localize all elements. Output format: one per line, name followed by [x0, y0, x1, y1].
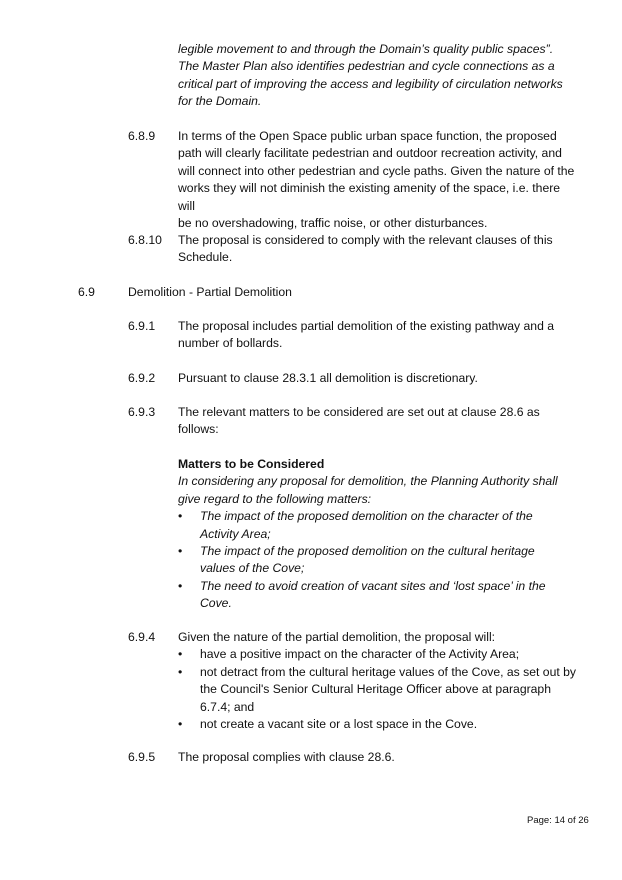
matters-heading: Matters to be Considered — [178, 457, 325, 471]
paragraph-number: 6.9.3 — [128, 405, 156, 419]
text-line: The impact of the proposed demolition on the character of the — [200, 509, 533, 524]
paragraph-body — [178, 370, 578, 387]
section-title: Demolition - Partial Demolition — [128, 285, 292, 299]
text-line: Activity Area; — [200, 526, 271, 541]
intro-continuation — [178, 41, 578, 111]
text-line: path will clearly facilitate pedestrian and outdoor recreation activity, and — [178, 146, 562, 161]
text-line: values of the Cove; — [200, 561, 305, 576]
text-line: The proposal includes partial demolition of the existing pathway and a — [178, 319, 555, 333]
text-line: In considering any proposal for demolition, the Planning Authority shall — [178, 474, 558, 489]
outcome-list — [178, 646, 578, 733]
bullet-icon: • — [178, 544, 183, 559]
paragraph-number: 6.9.1 — [128, 319, 156, 333]
text-line: not detract from the cultural heritage values of the Cove, as set out by — [200, 664, 576, 679]
text-line: critical part of improving the access and legibility of circulation networks — [178, 76, 563, 91]
list-item — [178, 716, 578, 733]
text-line: The proposal is considered to comply with the relevant clauses of this — [178, 233, 553, 247]
text-line: Cove. — [200, 596, 232, 611]
matters-list — [178, 508, 578, 612]
list-item — [178, 664, 578, 716]
paragraph-body — [178, 318, 578, 353]
text-line: Given the nature of the partial demolition, the proposal will: — [178, 630, 496, 644]
bullet-icon: • — [178, 717, 183, 732]
paragraph-number: 6.9.2 — [128, 371, 156, 385]
list-item — [178, 543, 578, 578]
text-line: The relevant matters to be considered are set out at clause 28.6 as — [178, 405, 540, 419]
paragraph-number: 6.9.4 — [128, 630, 156, 644]
text-line: have a positive impact on the character of the Activity Area; — [200, 647, 520, 662]
paragraph-number: 6.8.10 — [128, 233, 162, 247]
page-number: Page: 14 of 26 — [527, 815, 589, 826]
text-line: the Council's Senior Cultural Heritage Officer above at paragraph — [200, 682, 551, 697]
paragraph-number: 6.8.9 — [128, 129, 156, 143]
text-line: be no overshadowing, traffic noise, or other disturbances. — [178, 216, 488, 231]
text-line: Schedule. — [178, 250, 233, 265]
bullet-icon: • — [178, 664, 183, 679]
paragraph-body — [178, 128, 578, 232]
text-line: 6.7.4; and — [200, 699, 255, 714]
paragraph-body — [178, 232, 578, 267]
text-line: The Master Plan also identifies pedestrian and cycle connections as a — [178, 59, 555, 74]
matters-intro — [178, 473, 578, 508]
paragraph-body — [178, 629, 578, 733]
text-line: not create a vacant site or a lost space in the Cove. — [200, 717, 478, 732]
text-line: number of bollards. — [178, 336, 283, 351]
bullet-icon: • — [178, 647, 183, 662]
text-line: will connect into other pedestrian and cycle paths. Given the nature of the — [178, 163, 575, 178]
list-item — [178, 646, 578, 663]
text-line: Pursuant to clause 28.3.1 all demolition is discretionary. — [178, 371, 478, 385]
text-line: give regard to the following matters: — [178, 491, 372, 506]
section-number: 6.9 — [78, 285, 95, 299]
text-line: works they will not diminish the existing amenity of the space, i.e. there will — [178, 181, 561, 213]
bullet-icon: • — [178, 509, 183, 524]
list-item — [178, 578, 578, 613]
paragraph-number: 6.9.5 — [128, 750, 156, 764]
paragraph-body — [178, 404, 578, 439]
text-line: for the Domain. — [178, 94, 262, 109]
text-line: The proposal complies with clause 28.6. — [178, 750, 395, 764]
text-line: legible movement to and through the Domain’s quality public spaces”. — [178, 42, 554, 56]
text-line: The need to avoid creation of vacant sites and ‘lost space’ in the — [200, 578, 546, 593]
text-line: follows: — [178, 422, 219, 437]
list-item — [178, 508, 578, 543]
text-line: In terms of the Open Space public urban space function, the proposed — [178, 129, 557, 143]
paragraph-body — [178, 749, 578, 766]
text-line: The impact of the proposed demolition on the cultural heritage — [200, 544, 535, 559]
bullet-icon: • — [178, 578, 183, 593]
matters-block — [178, 456, 578, 613]
